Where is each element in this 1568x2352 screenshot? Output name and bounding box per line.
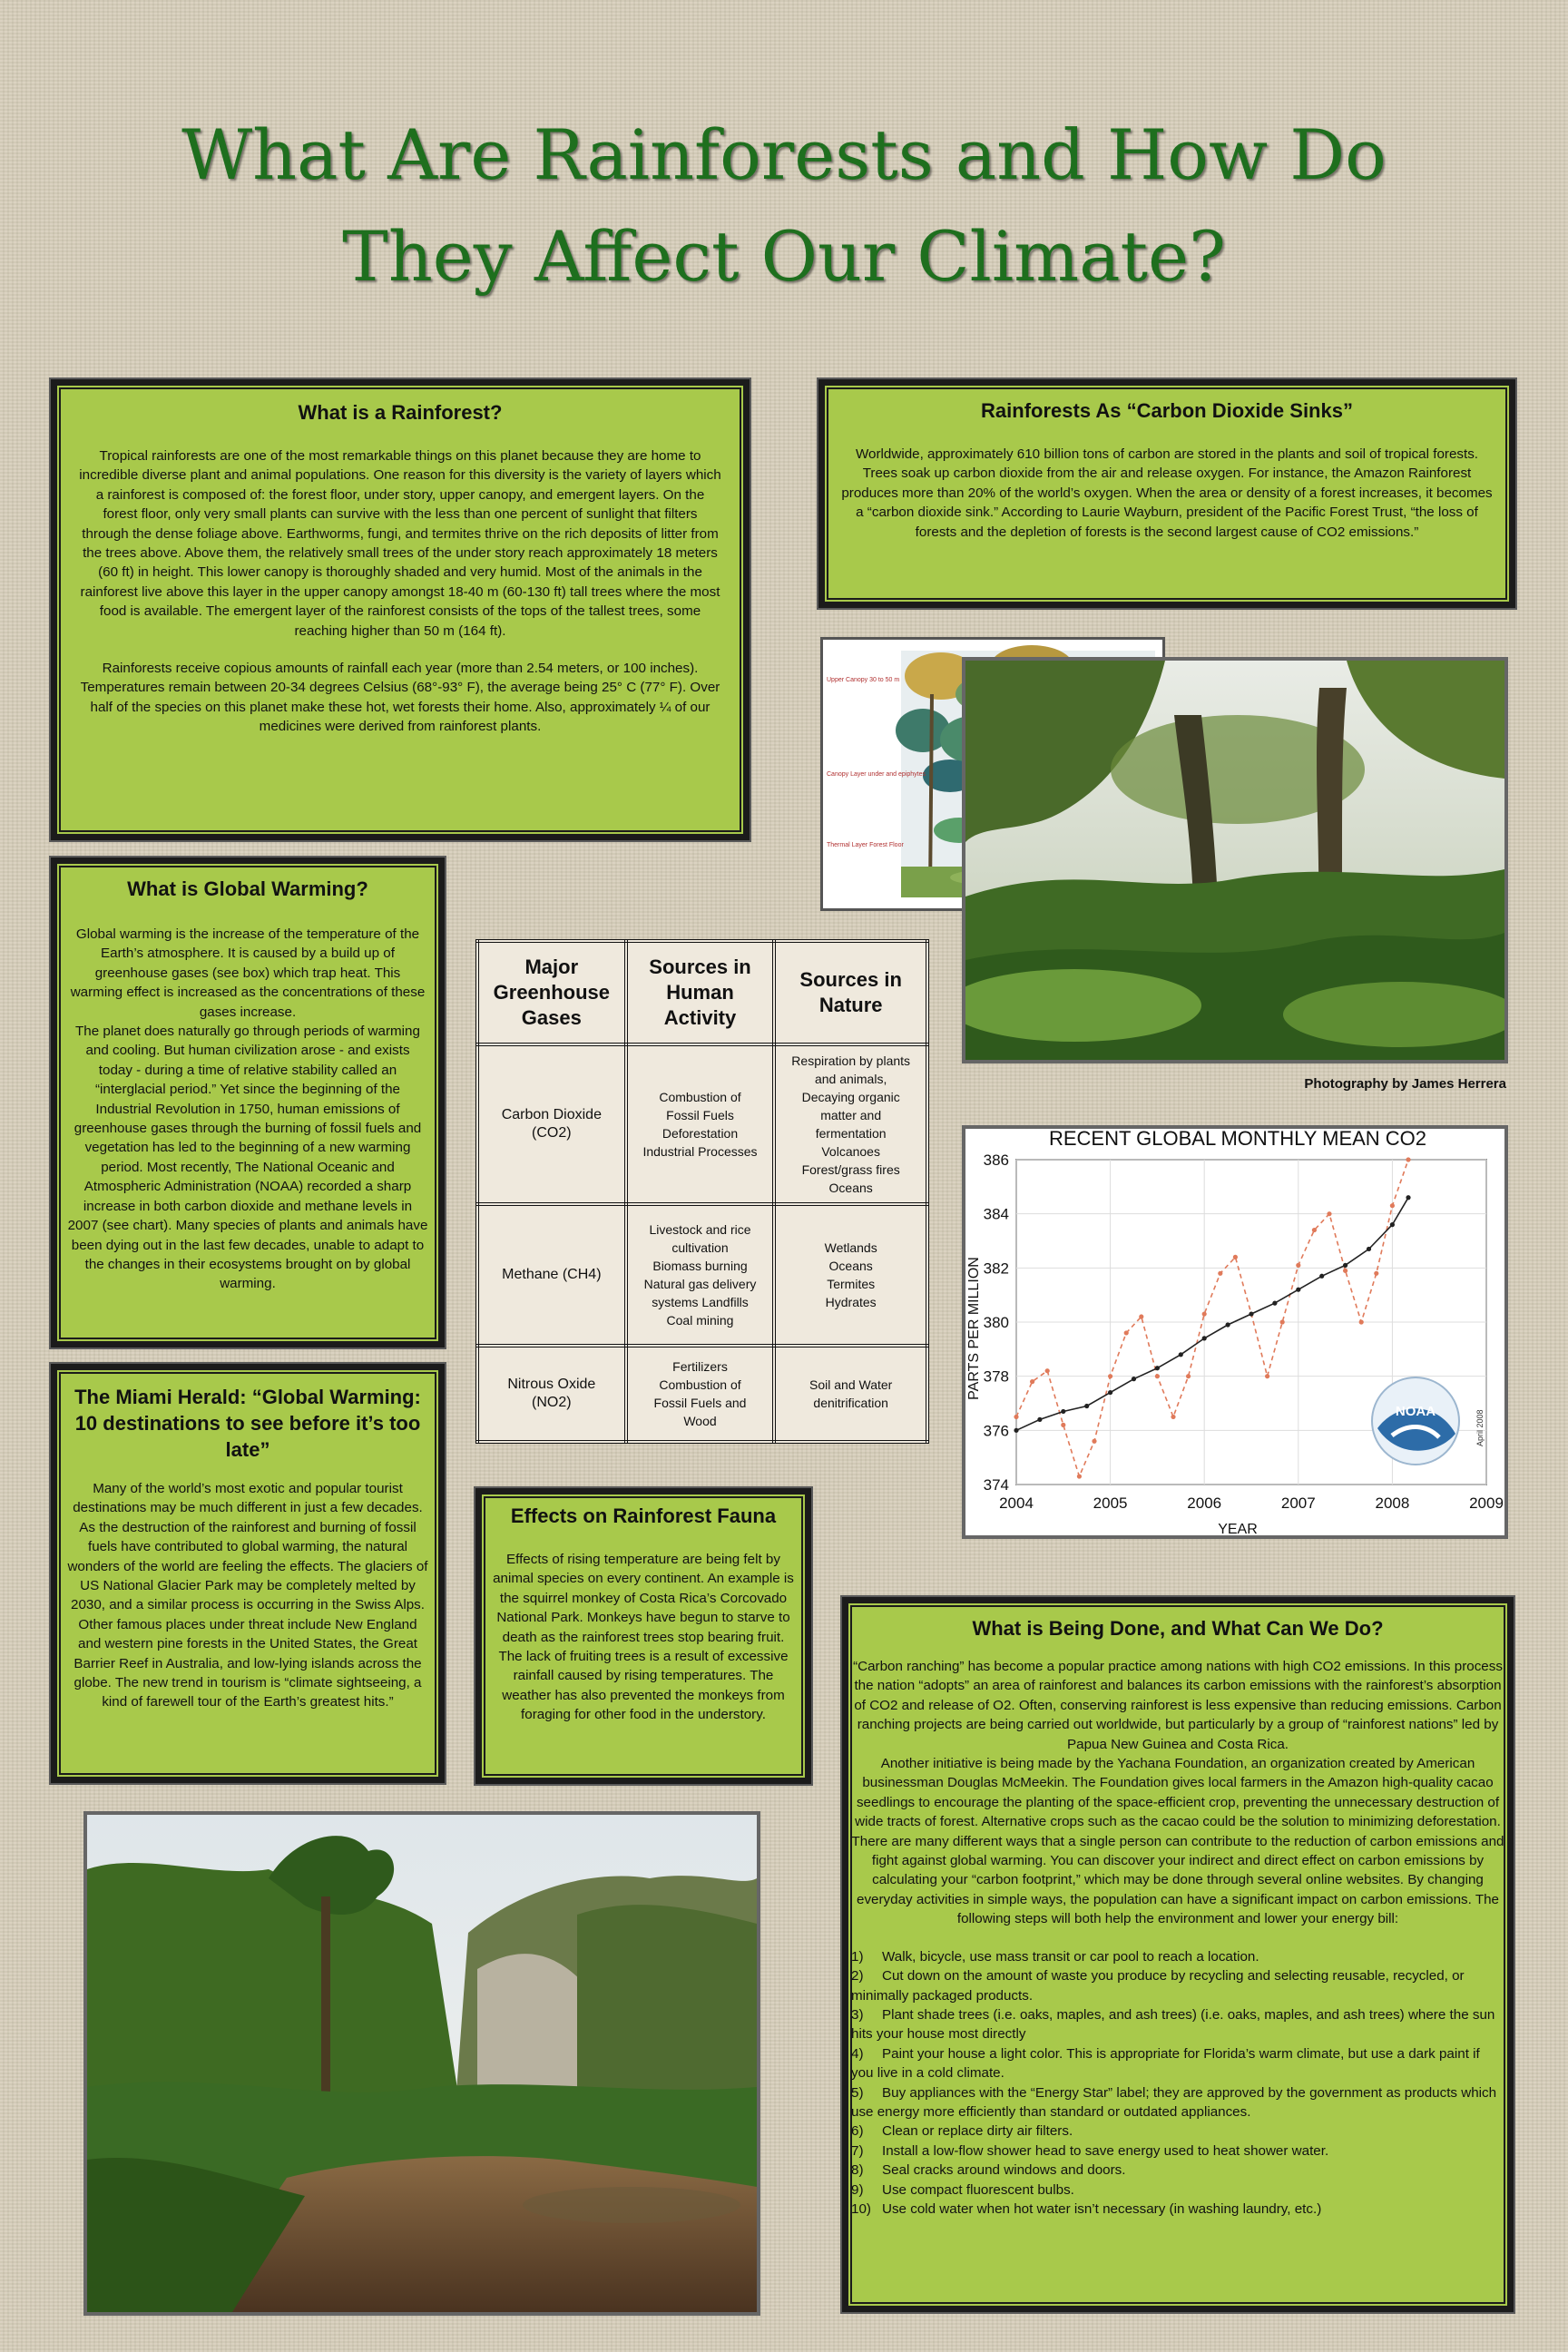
step-number: 3) [851,2006,864,2023]
chart-data-point [1092,1439,1096,1444]
carbon-sinks-panel [818,379,1515,608]
carbon-sinks-heading: Rainforests As “Carbon Dioxide Sinks” [981,399,1353,422]
chart-data-point [1108,1390,1112,1395]
chart-title: RECENT GLOBAL MONTHLY MEAN CO2 [1048,1129,1427,1150]
fauna-paragraph: Effects of rising temperature are being felt by animal species on every continent. An example is the squirrel monkey of Costa Rica’s Corcovado National Park. Monkeys have begun to starve to death as the rainforest trees stop bearing fruit. The lack of fruiting trees is a result of excessive rainfall caused by rising temperatures. The weather has also prevented the monkeys from foraging for other food in the understory. [493,1552,794,1723]
chart-data-point [1343,1269,1348,1273]
chart-y-tick-label: 376 [983,1422,1009,1440]
chart-x-tick-label: 2009 [1469,1494,1504,1512]
chart-y-tick-label: 382 [983,1259,1009,1278]
human-cell-co2 [626,1044,775,1204]
gas-header-nature: Sources in Nature [774,941,927,1044]
rainforest-heading: What is a Rainforest? [298,401,503,424]
human-co2-line: Combustion of [659,1090,741,1104]
nature-co2-line: matter and [820,1108,882,1122]
chart-x-tick-label: 2008 [1375,1494,1410,1512]
miami-herald-heading: The Miami Herald: “Global Warming: 10 destinations to see before it’s too late” [74,1386,421,1461]
global-warming-panel [51,858,445,1348]
action-paragraph-1: “Carbon ranching” has become a popular practice among nations with high CO2 emissions. In this process the nation “adopts” an area of rainforest and balances its carbon emissions with the rainforest’s absorption of CO2 and release of O2. Often, conserving rainforest is less expensive than reducing emissions. Carbon ranching projects are being carried out worldwide, but particularly by a group of “rainforest nations” led by Papua New Guinea and Costa Rica. [853,1659,1503,1752]
greenhouse-gas-table [475,939,929,1440]
chart-data-point [1406,1157,1410,1161]
step-number: 9) [851,2181,864,2198]
action-step [851,2083,1504,2122]
chart-data-point [1014,1415,1018,1419]
nature-methane-line: Hydrates [825,1295,877,1309]
chart-y-tick-label: 386 [983,1152,1009,1169]
nature-cell-methane [774,1204,927,1346]
nature-co2-line: Forest/grass fires [801,1162,900,1177]
forest-photo-image [965,661,1504,1060]
chart-y-tick-label: 384 [983,1205,1009,1223]
noaa-badge-label: NOAA [1395,1404,1436,1419]
action-step [851,1947,1504,1966]
chart-data-point [1132,1377,1136,1381]
nature-co2-line: Respiration by plants [791,1054,911,1068]
human-methane-line: systems Landfills [652,1295,749,1309]
step-text: Use cold water when hot water isn’t necessary (in washing laundry, etc.) [882,2200,1322,2217]
nature-co2-line: Decaying organic [801,1090,900,1104]
human-nitrous-line: Combustion of [659,1377,741,1392]
human-methane-line: Coal mining [666,1313,734,1328]
chart-data-point [1139,1314,1143,1318]
gas-nitrous-line: Nitrous Oxide [507,1377,596,1392]
rainforest-paragraph-1: Tropical rainforests are one of the most remarkable things on this planet because they are home to incredible diverse plant and animal populations. One reason for this diversity is the variety of layers which a rainforest is composed of: the forest floor, under story, upper canopy, and emergent layers. On the forest floor, only very small plants can survive with the less than one percent of sunlight that filters through the dense foliage above. Earthworms, fungi, and termites thrive on the rich deposits of litter from the trees above. Above them, the relatively small trees of the under story reach approximately 18 meters (60 ft) in height. This lower canopy is thoroughly shaded and very humid. Most of the animals in the rainforest live above this layer in the upper canopy amongst 18-40 m (60-130 ft) tall trees where the most food is available. The emergent layer of the rainforest consists of the tops of the tallest trees, some reaching higher than 50 m (164 ft). [79,448,721,639]
chart-y-axis-label: PARTS PER MILLION [966,1257,982,1400]
gas-header-human: Sources in Human Activity [626,941,775,1044]
chart-data-point [1327,1211,1331,1216]
chart-data-point [1406,1195,1410,1200]
step-text: Clean or replace dirty air filters. [882,2123,1073,2140]
chart-data-point [1359,1319,1364,1324]
human-methane-line: Livestock and rice [649,1222,751,1237]
human-methane-line: cultivation [671,1240,729,1255]
chart-data-point [1280,1319,1285,1324]
action-step [851,2044,1504,2083]
chart-y-tick-label: 374 [983,1476,1009,1494]
chart-data-point [1233,1255,1238,1259]
chart-y-tick-label: 378 [983,1367,1009,1386]
chart-data-point [1077,1474,1082,1478]
nature-cell-co2 [774,1044,927,1204]
chart-data-point [1390,1203,1395,1208]
chart-data-point [1202,1336,1207,1340]
fauna-heading: Effects on Rainforest Fauna [510,1504,777,1527]
step-text: Use compact fluorescent bulbs. [882,2181,1074,2198]
human-methane-line: Natural gas delivery [643,1277,757,1291]
step-text: Install a low-flow shower head to save energy used to heat shower water. [882,2142,1329,2159]
gas-nitrous-line: (NO2) [532,1395,572,1410]
chart-data-point [1179,1352,1183,1357]
action-heading: What is Being Done, and What Can We Do? [972,1617,1384,1640]
chart-data-point [1030,1379,1034,1384]
gas-table-header-row [477,941,927,1044]
chart-data-point [1155,1366,1160,1370]
chart-stamp: April 2008 [1475,1409,1485,1446]
gas-methane-line: Methane (CH4) [502,1267,602,1282]
layer-label-floor: Thermal Layer Forest Floor [827,842,904,848]
chart-data-point [1186,1374,1191,1378]
chart-data-point [1061,1423,1065,1427]
gas-co2-line: Carbon Dioxide [501,1107,602,1122]
nature-co2-line: fermentation [815,1126,887,1141]
gas-row-methane [477,1204,927,1346]
forest-photo [962,657,1508,1063]
global-warming-paragraph-2: The planet does naturally go through periods of warming and cooling. But human civilization arose - and exists today - during a time of relative stability called an “interglacial period.” Yet since the beginning of the Industrial Revolution in 1750, human emissions of greenhouse gases through the burning of fossil fuels and vegetation has led to the beginning of a new warming period. Most recently, The National Oceanic and Atmospheric Administration (NOAA) recorded a sharp increase in both carbon dioxide and methane levels in 2007 (see chart). Many species of plants and animals have been dying out in the last few decades, unable to adapt to the changes in their ecosystems brought on by global warming. [67,1024,428,1292]
action-step [851,2180,1504,2200]
layer-label-canopy: Canopy Layer under and epiphytes [827,771,926,778]
action-paragraph-2: Another initiative is being made by the Yachana Foundation, an organization created by American businessman Douglas McMeekin. The Foundation gives local farmers in the Amazon high-quality cacao seedlings to encourage the planting of the space-efficient crop, preventing the unnecessary destruction of wide tracts of forest. Alternative crops such as the cacao could be the solution to minimizing deforestation. [855,1756,1501,1830]
step-text: Seal cracks around windows and doors. [882,2162,1126,2179]
chart-data-point [1084,1404,1089,1408]
human-nitrous-line: Fossil Fuels and [653,1396,747,1410]
gas-row-co2 [477,1044,927,1204]
river-photo-image [87,1815,757,2312]
gas-cell-co2 [477,1044,626,1204]
step-number: 2) [851,1968,864,1984]
human-co2-line: Deforestation [662,1126,739,1141]
global-warming-paragraph-1: Global warming is the increase of the temperature of the Earth’s atmosphere. It is caused by a build up of greenhouse gases (see box) which trap heat. This warming effect is increased as the concentrations of these gases increase. [70,926,426,1020]
co2-chart [962,1125,1508,1539]
chart-data-point [1296,1288,1300,1292]
chart-data-point [1390,1222,1395,1227]
carbon-sinks-paragraph: Worldwide, approximately 610 billion tons of carbon are stored in the plants and soil of tropical forests. Trees soak up carbon dioxide from the air and release oxygen. For instance, the Amazon Rainforest produces more than 20% of the world’s oxygen. When the area or density of a forest increases, it becomes a “carbon dioxide sink.” According to Laurie Wayburn, president of the Pacific Forest Trust, “the loss of forests and the depletion of forests is the second largest cause of CO2 emissions.” [841,446,1493,540]
chart-data-point [1226,1322,1230,1327]
chart-data-point [1265,1374,1269,1378]
poster-title [91,104,1477,308]
layer-label-emergent: Upper Canopy 30 to 50 m [827,677,900,683]
photo-caption: Photography by James Herrera [1304,1076,1506,1092]
step-text: Walk, bicycle, use mass transit or car pool to reach a location. [882,1948,1259,1965]
chart-x-axis-label: YEAR [1218,1522,1258,1535]
gas-row-nitrous [477,1346,927,1442]
chart-data-point [1045,1368,1050,1373]
chart-x-tick-label: 2006 [1187,1494,1222,1512]
nature-co2-line: Oceans [828,1181,873,1195]
miami-herald-panel [51,1364,445,1783]
gas-header-gases: Major Greenhouse Gases [477,941,626,1044]
step-number: 10) [851,2200,871,2217]
step-number: 4) [851,2045,864,2062]
nature-co2-line: Volcanoes [821,1144,880,1159]
chart-data-point [1108,1374,1112,1378]
river-photo [83,1811,760,2316]
chart-data-point [1124,1330,1129,1335]
rainforest-paragraph-2: Rainforests receive copious amounts of rainfall each year (more than 2.54 meters, or 100 inches). Temperatures remain between 20-34 degrees Celsius (68°-93° F), the average being 25° C (77° F). Over half of the species on this planet make these hot, wet forests their home. Also, approximately ¼ of our medicines were derived from rainforest plants. [80,661,720,735]
chart-x-tick-label: 2007 [1280,1494,1316,1512]
nature-nitrous-line: Soil and Water [809,1377,893,1392]
action-step [851,2200,1504,2219]
global-warming-heading: What is Global Warming? [127,877,368,900]
step-number: 8) [851,2162,864,2179]
action-paragraph-3: There are many different ways that a single person can contribute to the reduction of carbon emissions and fight against global warming. You can discover your indirect and direct effect on carbon emissions by calculating your “carbon footprint,” which may be done through several online websites. By changing everyday activities in simple ways, the population can have a significant impact on carbon emissions. The following steps will both help the environment and lower your energy bill: [851,1833,1504,1927]
chart-data-point [1374,1271,1378,1276]
action-step [851,2161,1504,2180]
nature-nitrous-line: denitrification [813,1396,888,1410]
nature-methane-line: Wetlands [824,1240,877,1255]
rainforest-panel [51,379,750,840]
human-cell-methane [626,1204,775,1346]
chart-data-point [1202,1311,1207,1316]
chart-data-point [1249,1311,1253,1316]
nature-methane-line: Termites [827,1277,876,1291]
human-methane-line: Biomass burning [652,1259,748,1273]
nature-cell-nitrous [774,1346,927,1442]
gas-cell-nitrous [477,1346,626,1442]
chart-data-point [1218,1271,1222,1276]
chart-x-tick-label: 2004 [999,1494,1034,1512]
gas-table [475,939,929,1444]
chart-data-point [1171,1415,1175,1419]
step-number: 6) [851,2123,864,2140]
step-number: 5) [851,2084,864,2101]
human-nitrous-line: Fertilizers [672,1359,728,1374]
miami-herald-paragraph: Many of the world’s most exotic and popular tourist destinations may be much different in just a few decades. As the destruction of the rainforest and burning of fossil fuels have contributed to global warming, the natural wonders of the world are feeling the effects. The glaciers of US National Glacier Park may be completely melted by 2030, and a similar process is occurring in the Swiss Alps. Other famous places under threat include New England and western pine forests in the United States, the Great Barrier Reef in Australia, and low-lying islands across the globe. The new trend in tourism is “climate sightseeing, a kind of farewell tour of the Earth’s greatest hits.” [67,1481,428,1710]
chart-data-point [1367,1247,1371,1251]
chart-data-point [1061,1409,1065,1414]
co2-chart-svg [965,1129,1504,1535]
chart-data-point [1296,1263,1300,1268]
action-panel [842,1597,1514,2312]
chart-data-point [1155,1374,1160,1378]
human-cell-nitrous [626,1346,775,1442]
noaa-badge [1372,1377,1459,1465]
action-steps-list [851,1947,1504,2220]
chart-data-point [1014,1428,1018,1433]
chart-x-tick-label: 2005 [1093,1494,1128,1512]
chart-data-point [1319,1274,1324,1279]
chart-data-point [1037,1417,1042,1422]
action-step [851,2122,1504,2141]
title-line-1: What Are Rainforests and How Do [181,114,1387,195]
human-nitrous-line: Wood [683,1414,717,1428]
title-line-2: They Affect Our Climate? [342,216,1226,297]
step-number: 7) [851,2142,864,2159]
chart-data-point [1272,1301,1277,1306]
step-text: Cut down on the amount of waste you produce by recycling and selecting reusable, recycled, or minimally packaged products. [851,1968,1465,2004]
chart-data-point [1312,1228,1317,1232]
fauna-panel [475,1488,811,1784]
step-number: 1) [851,1948,864,1965]
gas-cell-methane [477,1204,626,1346]
step-text: Plant shade trees (i.e. oaks, maples, and ash trees) (i.e. oaks, maples, and ash trees) where the sun hits your house most directly [851,2006,1495,2043]
action-step [851,2141,1504,2161]
nature-methane-line: Oceans [828,1259,873,1273]
human-co2-line: Fossil Fuels [666,1108,734,1122]
action-step [851,2005,1504,2044]
human-co2-line: Industrial Processes [642,1144,758,1159]
gas-co2-line: (CO2) [532,1125,572,1141]
step-text: Buy appliances with the “Energy Star” label; they are approved by the government as products which use energy more efficiently than standard or outdated appliances. [851,2084,1497,2120]
chart-data-point [1343,1263,1348,1268]
nature-co2-line: and animals, [814,1072,887,1086]
chart-y-tick-label: 380 [983,1314,1009,1331]
step-text: Paint your house a light color. This is appropriate for Florida’s warm climate, but use a dark paint if you live in a cold climate. [851,2045,1480,2082]
action-step [851,1966,1504,2005]
